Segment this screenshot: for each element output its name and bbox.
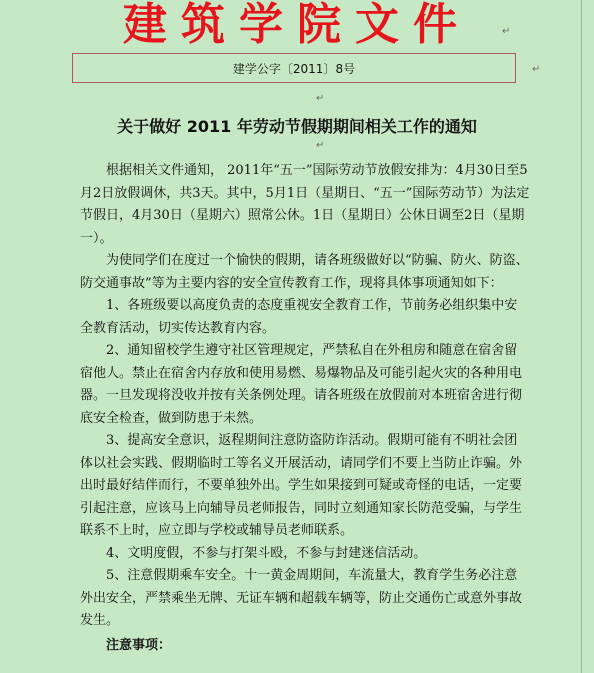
notice-paragraph: 为使同学们在度过一个愉快的假期，请各班级做好以“防骗、防火、防盗、防交通事故”等为主要内容的安全宣传教育工作，现将具体事项通知如下： [80,253,529,291]
paragraph-mark-icon: ↵ [502,26,511,37]
paragraph-mark-icon: ↵ [316,140,325,151]
notice-paragraph: 1、各班级要以高度负责的态度重视安全教育工作，节前务必组织集中安全教育活动，切实传达教育内容。 [80,298,518,336]
paragraph-mark-icon: ↵ [532,64,541,75]
notice-paragraph: 2、通知留校学生遵守社区管理规定，严禁私自在外租房和随意在宿舍留宿他人。禁止在宿舍内存放和使用易燃、易爆物品及可能引起火灾的各种用电器。一旦发现将没收并按有关条例处理。请各班级在放假前对本班宿舍进行彻底安全检查，做到防患于未然。 [80,343,523,426]
notice-paragraph: 3、提高安全意识，返程期间注意防盗防诈活动。假期可能有不明社会团体以社会实践、假期临时工等名义开展活动，请同学们不要上当防止诈骗。外出时最好结伴而行，不要单独外出。学生如果接到可疑或奇怪的电话，一定要引起注意，应该马上向辅导员老师报告，同时立刻通知家长防范受骗，与学生联系不上时，应立即与学校或辅导员老师联系。 [80,433,523,538]
document-number-box [72,53,516,83]
notice-title: 关于做好 2011 年劳动节假期期间相关工作的通知 [117,117,477,136]
document-number: 建学公字〔2011〕8号 [232,62,356,76]
note-heading: 注意事项： [106,637,172,653]
notice-body [80,160,530,657]
notice-paragraph: 5、注意假期乘车安全。十一黄金周期间，车流量大，教育学生务必注意外出安全，严禁乘坐无牌、无证车辆和超载车辆等，防止交通伤亡或意外事故发生。 [80,568,523,628]
notice-paragraph: 根据相关文件通知， 2011年“五一”国际劳动节放假安排为：4月30日至5月2日放假调休，共3天。其中，5月1日（星期日、“五一”国际劳动节）为法定节假日，4月30日（星期六）照常公休。1日（星期日）公休日调至2日（星期一）。 [80,163,530,246]
document-header-title: 建筑学院文件 [123,0,471,50]
page-margin-line [581,0,582,673]
paragraph-mark-icon: ↵ [316,93,325,104]
notice-paragraph: 4、文明度假，不参与打架斗殴，不参与封建迷信活动。 [106,545,427,561]
